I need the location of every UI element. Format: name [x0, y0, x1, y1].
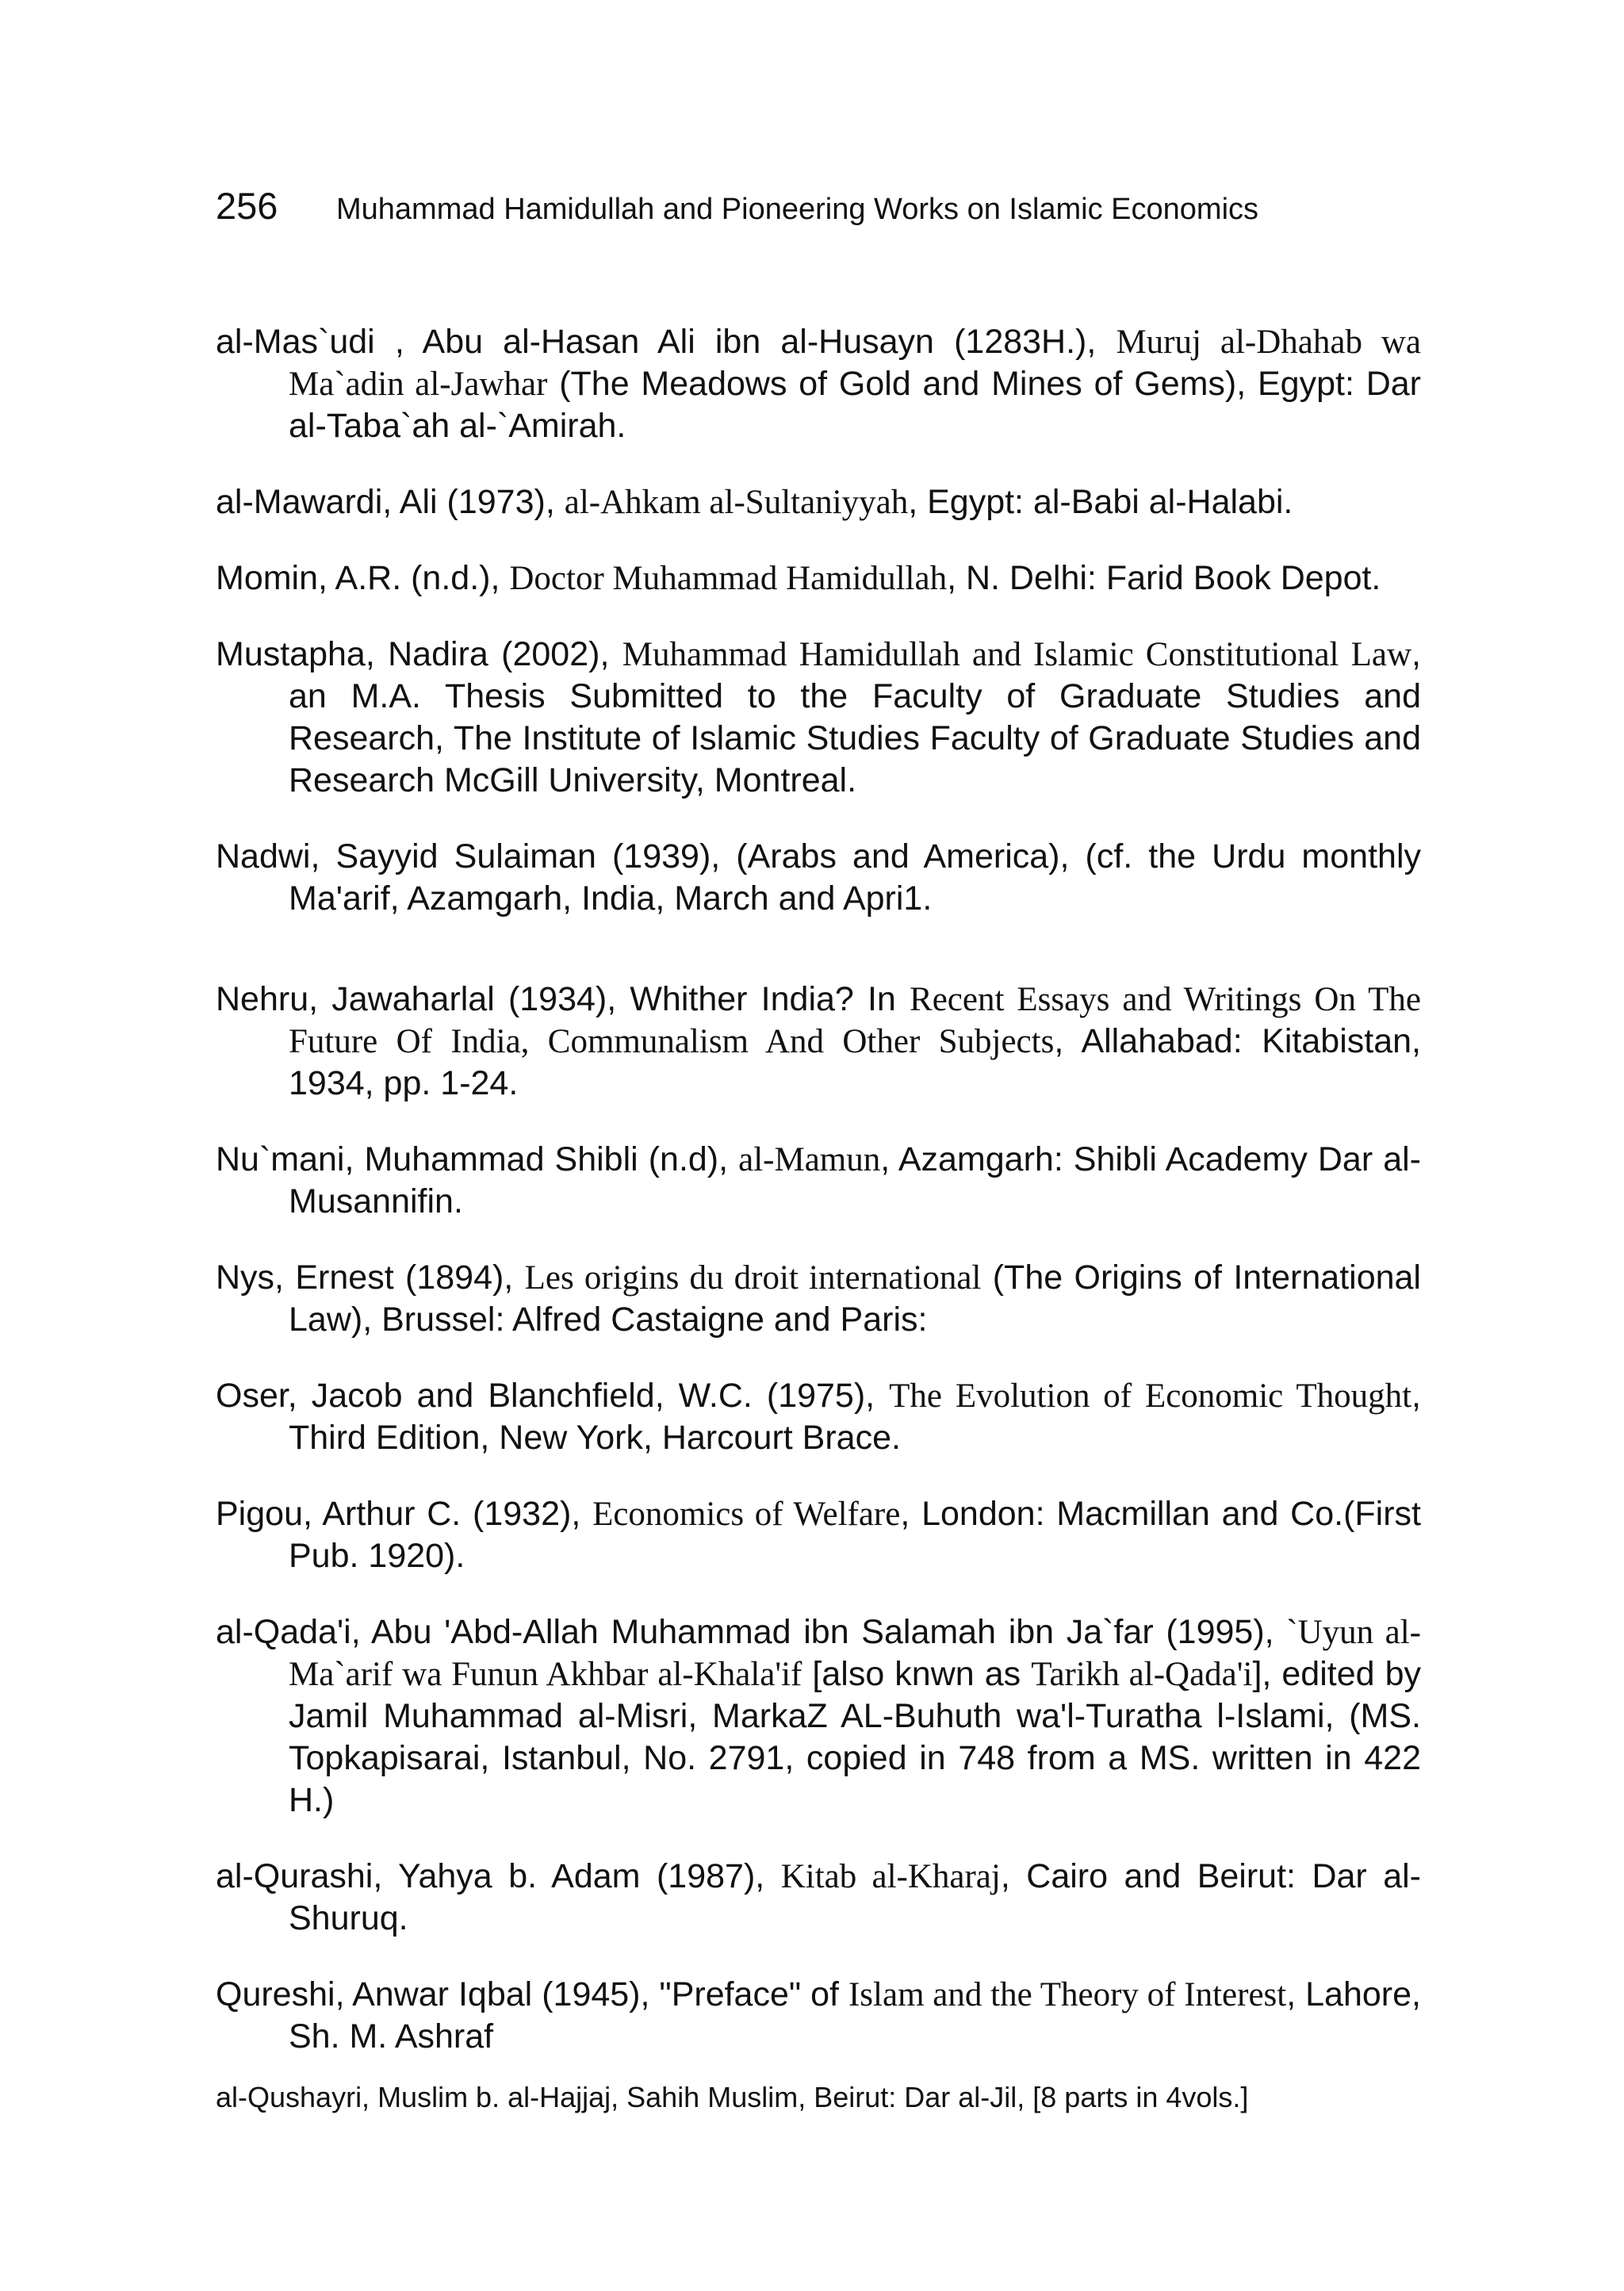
reference-entry — [216, 979, 1421, 1105]
reference-text: , Cairo and Beirut: Dar al-Shuruq. — [289, 1857, 1422, 1937]
reference-text: , London: Macmillan and Co.(First Pub. 1920). — [289, 1495, 1421, 1575]
reference-title: al-Ahkam al-Sultaniyyah — [564, 484, 909, 521]
reference-text: al-Qushayri, Muslim b. al-Hajjaj, Sahih Muslim, — [216, 2081, 814, 2113]
reference-title: al-Mamun — [738, 1141, 881, 1178]
reference-title: Doctor Muhammad Hamidullah — [509, 560, 948, 597]
reference-text: , N. Delhi: Farid Book Depot. — [947, 559, 1381, 597]
reference-text: Nadwi, Sayyid Sulaiman (1939), (Arabs and America), (cf. the Urdu monthly Ma'arif, Azamgarh, India, March and Apri1. — [216, 837, 1421, 918]
reference-title: `Uyun al-Ma`arif wa Funun Akhbar al-Khala'if — [289, 1614, 1421, 1693]
reference-text: Nehru, Jawaharlal (1934), Whither India? In — [216, 980, 910, 1018]
reference-entry — [216, 1493, 1421, 1577]
reference-text: Mustapha, Nadira (2002), — [216, 635, 622, 673]
reference-text: al-Qurashi, Yahya b. Adam (1987), — [216, 1857, 781, 1895]
reference-text: Pigou, Arthur C. (1932), — [216, 1495, 593, 1533]
reference-entry — [216, 836, 1421, 920]
reference-text: (The Origins of International Law), Brussel: Alfred Castaigne and Paris: — [289, 1259, 1421, 1339]
reference-title: Muhammad Hamidullah and Islamic Constitutional Law — [622, 636, 1412, 673]
reference-text: al-Mawardi, Ali (1973), — [216, 483, 565, 521]
reference-text: ], edited by Jamil Muhammad al-Misri, MarkaZ AL-Buhuth wa'l-Turatha l-Islami, (MS. Topkapisarai, Istanbul, No. 2791, copied in 748 from a MS. written in 422 H.) — [289, 1655, 1421, 1819]
reference-text: [also knwn as — [802, 1655, 1032, 1693]
reference-text: , Allahabad: Kitabistan, 1934, pp. 1-24. — [289, 1022, 1421, 1102]
reference-text: , Lahore, Sh. M. Ashraf — [289, 1975, 1421, 2055]
reference-entry — [216, 1611, 1421, 1822]
reference-text: al-Qada'i, Abu 'Abd-Allah Muhammad ibn Salamah ibn Ja`far (1995), — [216, 1613, 1287, 1651]
reference-text: Nu`mani, Muhammad Shibli (n.d), — [216, 1140, 739, 1178]
reference-text: , Azamgarh: Shibli Academy Dar al-Musannifin. — [289, 1140, 1421, 1220]
reference-entry — [216, 1974, 1421, 2058]
reference-title: The Evolution of Economic Thought — [889, 1377, 1412, 1415]
reference-text: Momin, A.R. (n.d.), — [216, 559, 510, 597]
reference-title: Beirut: Dar al-Jil, [8 parts in 4vols.] — [814, 2081, 1249, 2113]
reference-entry — [216, 321, 1421, 447]
reference-title: Muruj al-Dhahab wa Ma`adin al-Jawhar — [289, 324, 1422, 403]
reference-title: Kitab al-Kharaj — [780, 1858, 1001, 1895]
reference-text: Qureshi, Anwar Iqbal (1945), "Preface" of — [216, 1975, 848, 2013]
reference-title: Les origins du droit international — [524, 1259, 982, 1297]
reference-title: Tarikh al-Qada'i — [1031, 1656, 1253, 1693]
reference-text: , an M.A. Thesis Submitted to the Faculty of Graduate Studies and Research, The Institute of Islamic Studies Faculty of Graduate Studies and Research McGill University, Montreal. — [289, 635, 1421, 799]
reference-title: Economics of Welfare — [592, 1496, 901, 1533]
reference-entry — [216, 557, 1421, 600]
reference-text: , Third Edition, New York, Harcourt Brace. — [289, 1377, 1421, 1457]
reference-entry — [216, 1257, 1421, 1341]
reference-text: (The Meadows of Gold and Mines of Gems), Egypt: Dar al-Taba`ah al-`Amirah. — [289, 365, 1421, 445]
reference-entry — [216, 1139, 1421, 1223]
reference-entry — [216, 481, 1421, 523]
bibliography-list — [216, 287, 1421, 2137]
running-title: Muhammad Hamidullah and Pioneering Works on Islamic Economics — [336, 193, 1259, 226]
page-number: 256 — [216, 185, 278, 227]
reference-text: al-Mas`udi , Abu al-Hasan Ali ibn al-Husayn (1283H.), — [216, 323, 1116, 361]
reference-entry — [216, 634, 1421, 802]
reference-title: Recent Essays and Writings On The Future Of India, Communalism And Other Subjects — [289, 981, 1421, 1060]
reference-entry — [216, 1375, 1421, 1459]
reference-entry — [216, 2080, 1421, 2115]
reference-text: , Egypt: al-Babi al-Halabi. — [908, 483, 1293, 521]
reference-text: Oser, Jacob and Blanchfield, W.C. (1975), — [216, 1377, 890, 1415]
running-header — [216, 184, 1258, 228]
reference-text: Nys, Ernest (1894), — [216, 1259, 525, 1297]
reference-title: Islam and the Theory of Interest — [848, 1976, 1287, 2013]
reference-entry — [216, 1856, 1421, 1940]
